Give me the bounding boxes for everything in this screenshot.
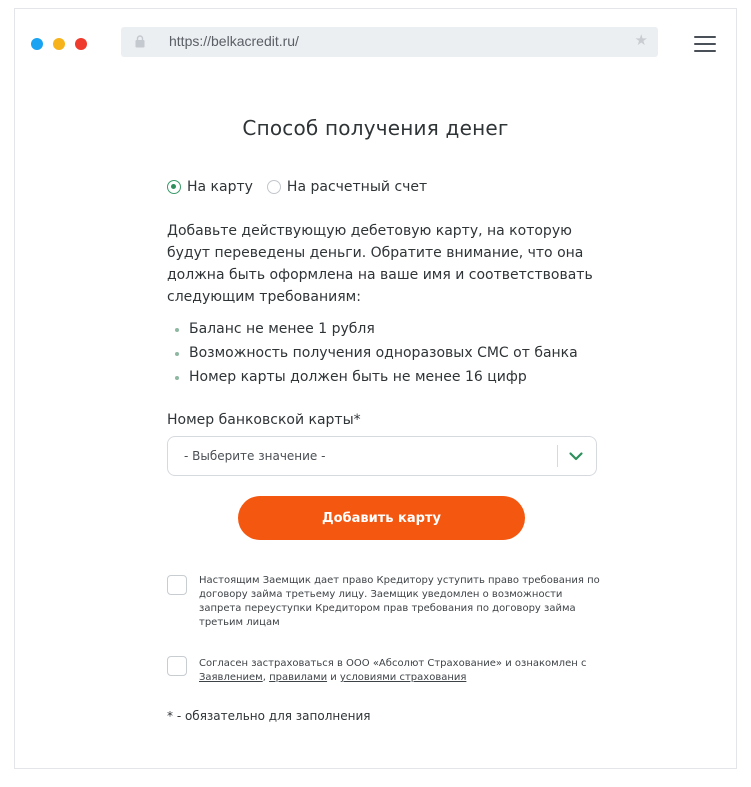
consent-sep: и [327,672,340,683]
url-text: https://belkacredit.ru/ [169,33,299,49]
radio-card-label[interactable]: На карту [187,179,253,195]
rules-link[interactable]: правилами [269,672,328,683]
page-content [15,9,736,768]
required-note: * - обязательно для заполнения [167,709,371,723]
payout-method-radio-group [167,179,441,195]
radio-card[interactable] [167,180,181,194]
chevron-down-icon[interactable] [568,448,584,464]
add-card-button[interactable]: Добавить карту [238,496,525,540]
insurance-terms-link[interactable]: условиями страхования [339,672,467,683]
requirement-item: Баланс не менее 1 рубля [175,317,578,341]
select-divider [557,445,558,467]
consent-insurance-text [199,657,601,685]
consent-assignment-text: Настоящим Заемщик дает право Кредитору уступить право требования по договору займа третьему лицу. Заемщик уведомлен о возможности запрета переуступки Кредитором прав требования по договору займа третьим лицам [199,575,600,628]
bookmark-star-icon[interactable]: ★ [634,31,648,49]
radio-account-label[interactable]: На расчетный счет [286,179,428,195]
consent-insurance-checkbox[interactable] [167,656,187,676]
card-number-label: Номер банковской карты* [167,412,361,428]
page-title: Способ получения денег [242,116,509,140]
requirement-item: Номер карты должен быть не менее 16 цифр [175,365,578,389]
consent-assignment-checkbox[interactable] [167,575,187,595]
card-number-select[interactable] [167,436,597,476]
consent-insurance-prefix: Согласен застраховаться в ООО «Абсолют Страхование» и ознакомлен с [199,658,587,669]
consent-sep: , [262,672,270,683]
radio-account[interactable] [267,180,281,194]
requirement-item: Возможность получения одноразовых СМС от банка [175,341,578,365]
statement-link[interactable]: Заявлением [199,672,263,683]
browser-window [14,8,737,769]
requirements-list [175,317,578,389]
card-description: Добавьте действующую дебетовую карту, на которую будут переведены деньги. Обратите внимание, что она должна быть оформлена на ваше имя и соответствовать следующим требованиям: [167,223,593,305]
card-number-select-value: - Выберите значение - [184,449,326,463]
